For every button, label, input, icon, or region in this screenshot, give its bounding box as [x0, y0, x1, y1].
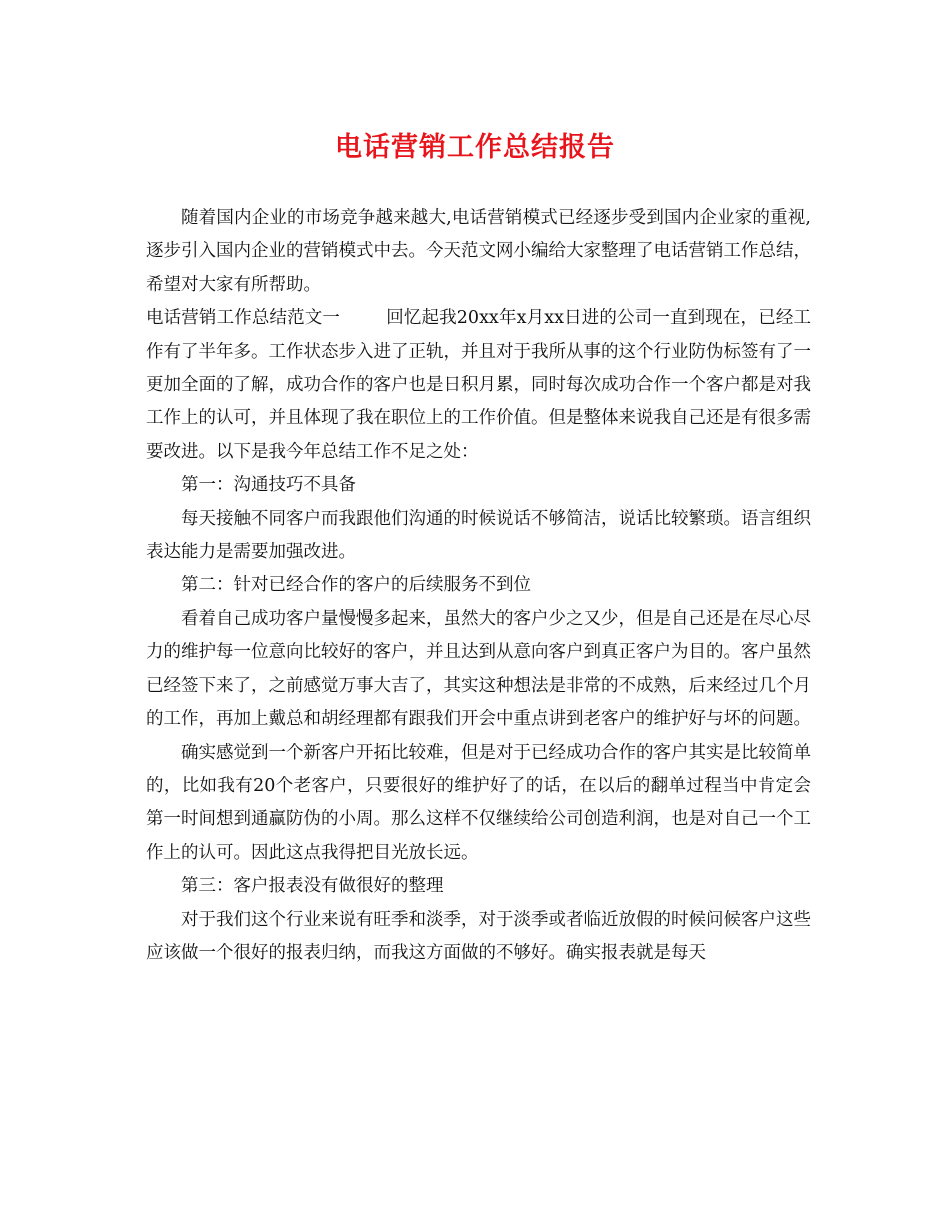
intro-paragraph: 随着国内企业的市场竞争越来越大,电话营销模式已经逐步受到国内企业家的重视,逐步引入国内企业的营销模式中去。今天范文网小编给大家整理了电话营销工作总结，希望对大家有所帮助。: [146, 208, 811, 295]
section1-body: 每天接触不同客户而我跟他们沟通的时候说话不够简洁，说话比较繁琐。语言组织表达能力是需要加强改进。: [146, 508, 811, 563]
section1-heading: 第一：沟通技巧不具备: [181, 475, 356, 496]
section2-body-1: 看着自己成功客户量慢慢多起来，虽然大的客户少之又少，但是自己还是在尽心尽力的维护每一位意向比较好的客户，并且达到从意向客户到真正客户为目的。客户虽然已经签下来了，之前感觉万事大吉了，其实这种想法是非常的不成熟，后来经过几个月的工作，再加上戴总和胡经理都有跟我们开会中重点讲到老客户的维护好与坏的问题。: [146, 608, 811, 730]
document-title: 电话营销工作总结报告: [335, 132, 615, 163]
section2-heading: 第二：针对已经合作的客户的后续服务不到位: [181, 575, 531, 596]
section2-body-2: 确实感觉到一个新客户开拓比较难，但是对于已经成功合作的客户其实是比较简单的，比如我有20个老客户，只要很好的维护好了的话，在以后的翻单过程当中肯定会第一时间想到通赢防伪的小周。那么这样不仅继续给公司创造利润，也是对自己一个工作上的认可。因此这点我得把目光放长远。: [146, 742, 811, 863]
document-body: [146, 202, 811, 970]
sample-opening-text: 回忆起我20xx年x月xx日进的公司一直到现在，已经工作有了半年多。工作状态步入进了正轨，并且对于我所从事的这个行业防伪标签有了一更加全面的了解，成功合作的客户也是日积月累，同时每次成功合作一个客户都是对我工作上的认可，并且体现了我在职位上的工作价值。但是整体来说我自己还是有很多需要改进。以下是我今年总结工作不足之处：: [146, 308, 811, 462]
sample-heading: 电话营销工作总结范文一: [146, 308, 341, 329]
section3-body: 对于我们这个行业来说有旺季和淡季，对于淡季或者临近放假的时候问候客户这些应该做一个很好的报表归纳，而我这方面做的不够好。确实报表就是每天: [146, 909, 811, 963]
sample-paragraph: [146, 302, 811, 469]
section3-heading: 第三：客户报表没有做很好的整理: [181, 876, 444, 897]
